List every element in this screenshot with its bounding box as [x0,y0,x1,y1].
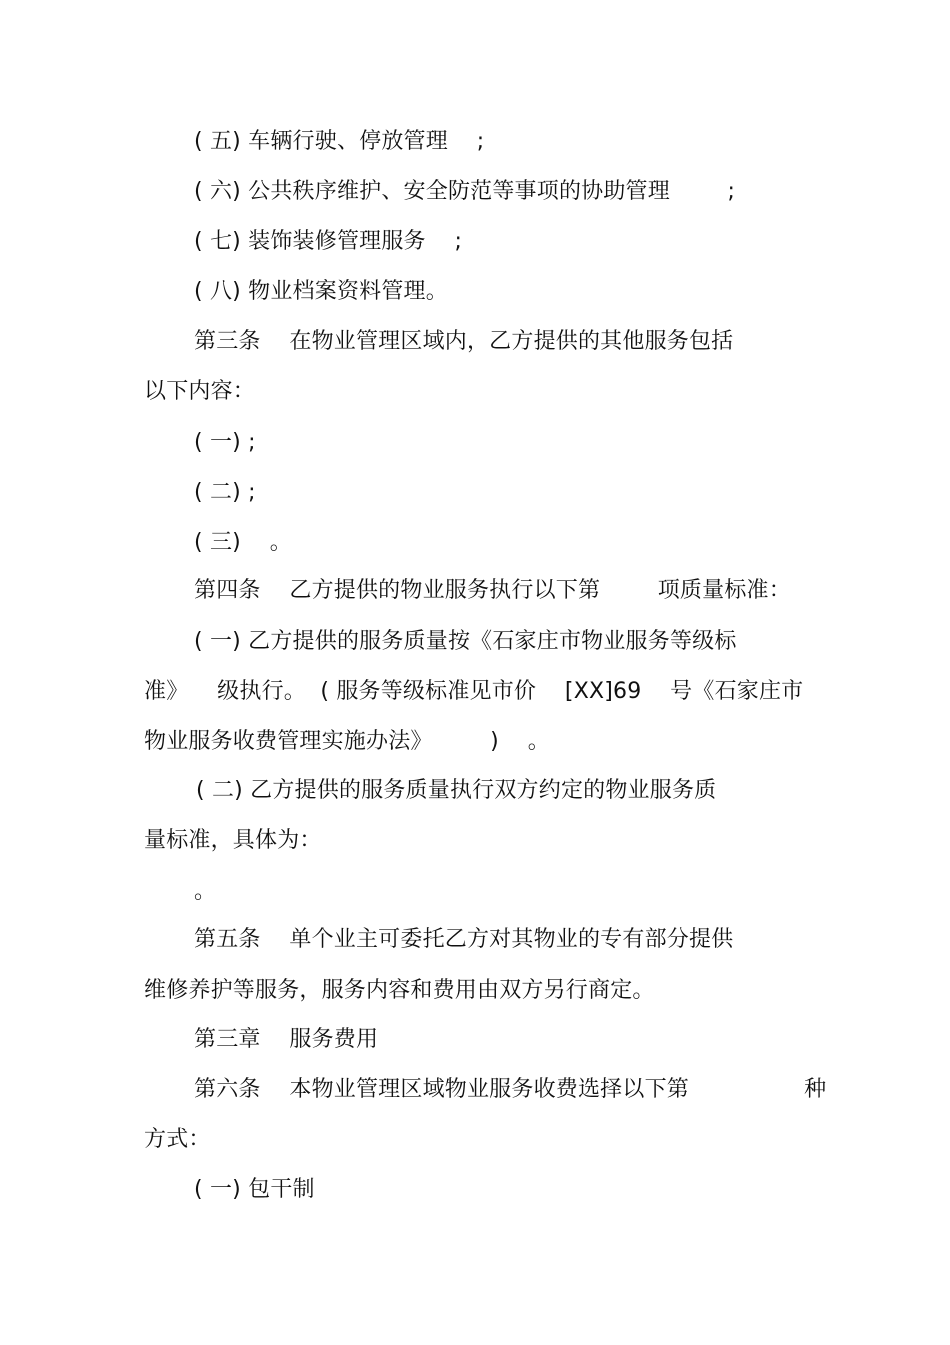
article-3-line-1: 第三条 在物业管理区域内，乙方提供的其他服务包括 [194,329,734,354]
clause-item-7: ( 七) 装饰装修管理服务 ; [194,229,463,254]
article-5-line-2: 维修养护等服务，服务内容和费用由双方另行商定。 [144,978,655,1003]
article-4-item-2-line-1: ( 二) 乙方提供的服务质量执行双方约定的物业服务质 [196,778,717,803]
clause-item-5: ( 五) 车辆行驶、停放管理 ; [194,129,485,154]
article-6-line-1: 第六条 本物业管理区域物业服务收费选择以下第 种 [194,1077,827,1102]
clause-item-8: ( 八) 物业档案资料管理。 [194,279,448,304]
article-3-item-1: ( 一) ; [194,430,256,455]
article-3-item-2: ( 二) ; [194,480,256,505]
article-4-line-1: 第四条 乙方提供的物业服务执行以下第 项质量标准： [194,578,791,603]
article-4-item-2-line-3: 。 [194,879,217,904]
clause-item-6: ( 六) 公共秩序维护、安全防范等事项的协助管理 ; [194,179,736,204]
article-4-item-2-line-2: 量标准，具体为： [144,828,322,853]
article-4-item-1-line-3: 物业服务收费管理实施办法》 ) 。 [144,729,550,754]
article-3-line-2: 以下内容： [144,379,256,404]
article-6-item-1: ( 一) 包干制 [194,1177,315,1202]
article-5-line-1: 第五条 单个业主可委托乙方对其物业的专有部分提供 [194,927,734,952]
article-4-item-1-line-1: ( 一) 乙方提供的服务质量按《石家庄市物业服务等级标 [194,629,737,654]
article-4-item-1-line-2: 准》 级执行。 ( 服务等级标准见市价 [XX]69 号《石家庄市 [144,679,804,704]
article-3-item-3: ( 三) 。 [194,530,292,555]
article-6-line-2: 方式： [144,1127,211,1152]
chapter-3-heading: 第三章 服务费用 [194,1027,379,1052]
